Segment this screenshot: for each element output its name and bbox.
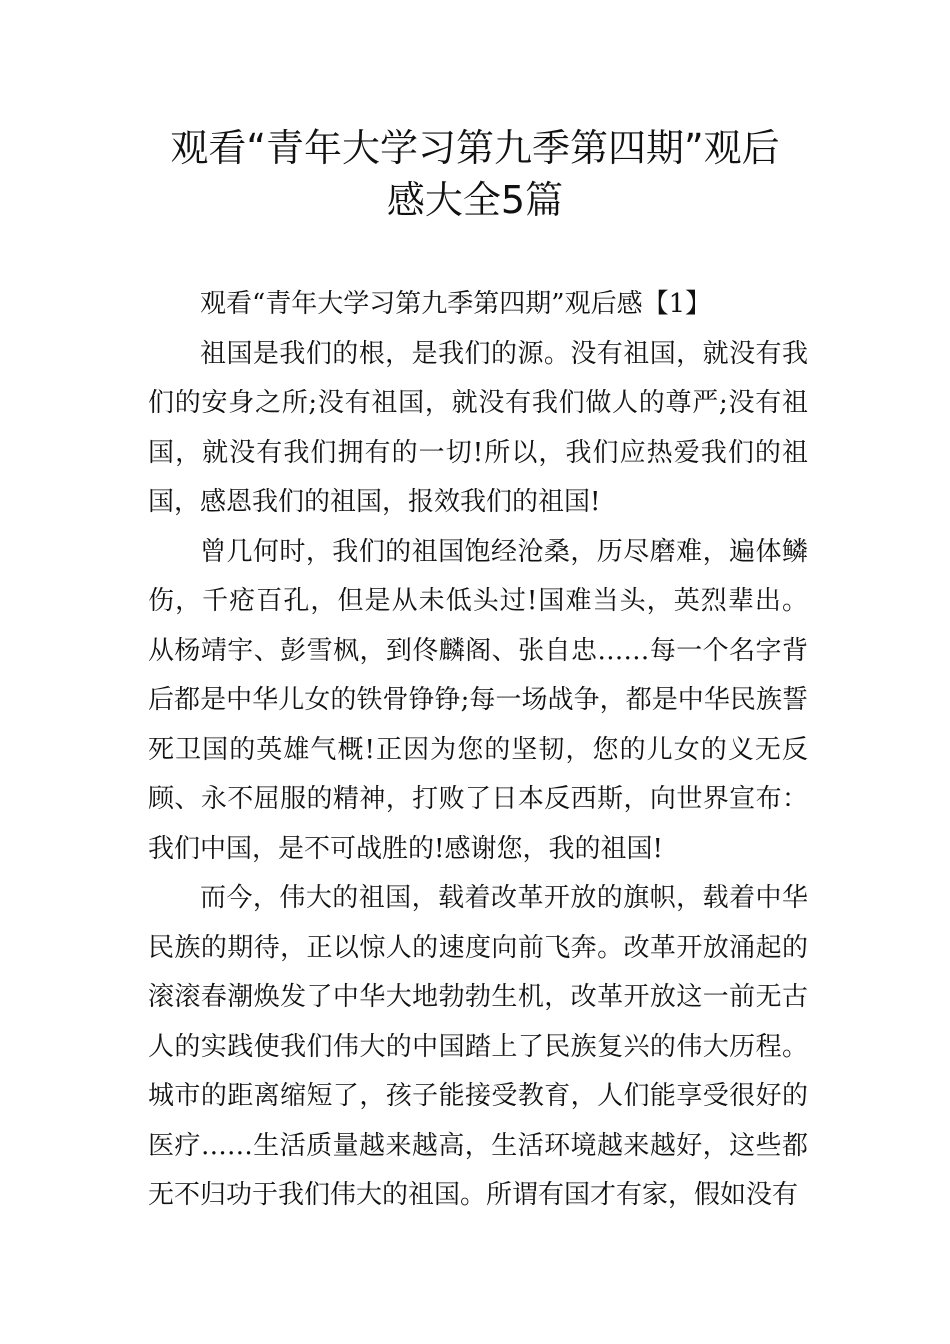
document-title bbox=[100, 122, 850, 226]
document-body bbox=[148, 280, 808, 1221]
document-title-line-1: 观看“青年大学习第九季第四期”观后 bbox=[170, 126, 780, 170]
paragraph-3: 而今，伟大的祖国，载着改革开放的旗帜，载着中华民族的期待，正以惊人的速度向前飞奔。改革开放涌起的滚滚春潮焕发了中华大地勃勃生机，改革开放这一前无古人的实践使我们伟大的中国踏上了民族复兴的伟大历程。城市的距离缩短了，孩子能接受教育，人们能享受很好的医疗……生活质量越来越高，生活环境越来越好，这些都无不归功于我们伟大的祖国。所谓有国才有家，假如没有 bbox=[148, 883, 808, 1210]
paragraph-1: 祖国是我们的根，是我们的源。没有祖国，就没有我们的安身之所;没有祖国，就没有我们做人的尊严;没有祖国，就没有我们拥有的一切!所以，我们应热爱我们的祖国，感恩我们的祖国，报效我们的祖国! bbox=[148, 338, 808, 517]
document-title-line-2: 感大全5篇 bbox=[386, 178, 564, 222]
paragraph-2: 曾几何时，我们的祖国饱经沧桑，历尽磨难，遍体鳞伤，千疮百孔，但是从未低头过!国难当头，英烈辈出。从杨靖宇、彭雪枫，到佟麟阁、张自忠……每一个名字背后都是中华儿女的铁骨铮铮;每一场战争，都是中华民族誓死卫国的英雄气概!正因为您的坚韧，您的儿女的义无反顾、永不屈服的精神，打败了日本反西斯，向世界宣布：我们中国，是不可战胜的!感谢您，我的祖国! bbox=[148, 536, 808, 864]
section-heading: 观看“青年大学习第九季第四期”观后感【1】 bbox=[200, 289, 712, 319]
